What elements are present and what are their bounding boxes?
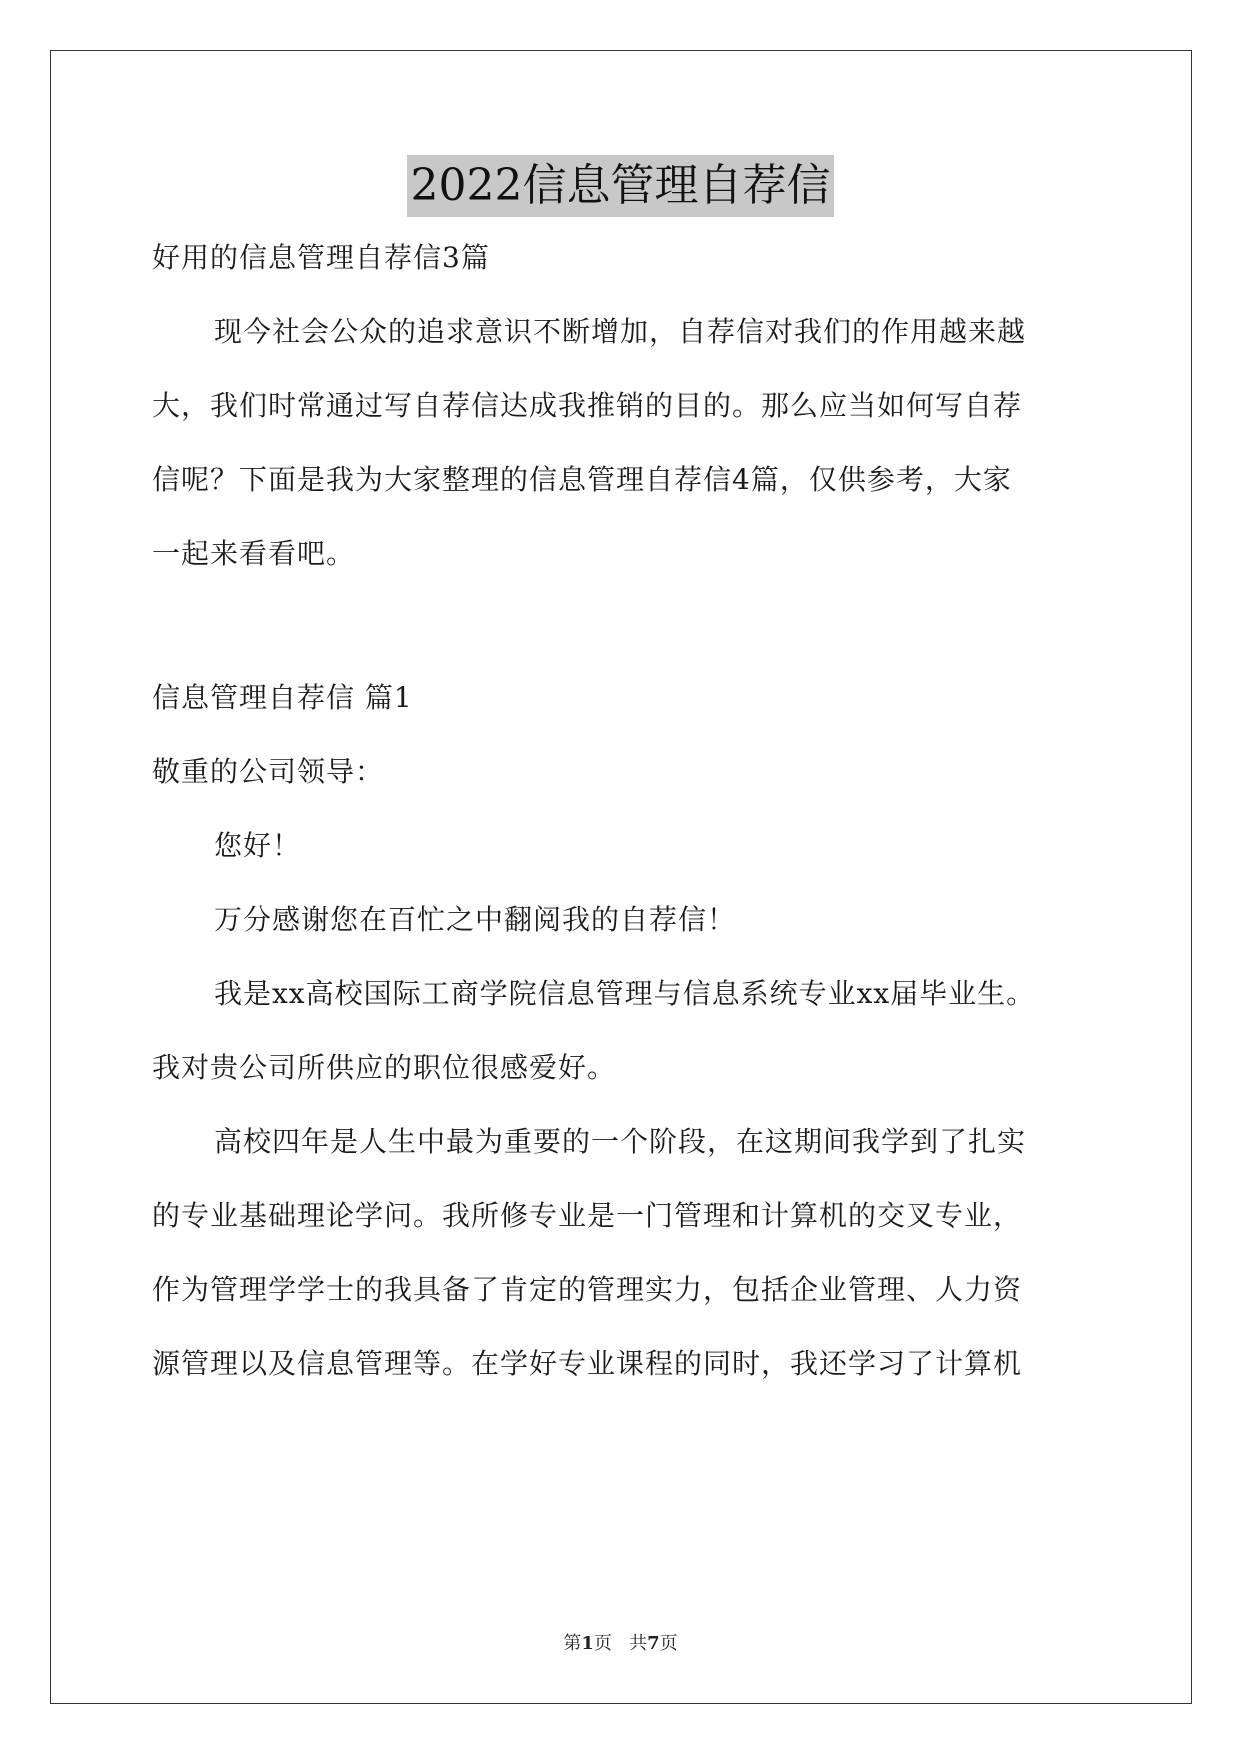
paragraph-line: 一起来看看吧。 — [152, 537, 356, 570]
salutation: 敬重的公司领导： — [152, 755, 385, 788]
paragraph-line: 信呢？下面是我为大家整理的信息管理自荐信4篇，仅供参考，大家 — [152, 463, 1012, 496]
paragraph-line: 高校四年是人生中最为重要的一个阶段，在这期间我学到了扎实 — [214, 1125, 1027, 1158]
document-title: 2022信息管理自荐信 — [407, 155, 835, 217]
total-suffix: 页 — [659, 1633, 678, 1654]
title-container — [0, 155, 1241, 217]
page-total: 7 — [647, 1633, 660, 1654]
paragraph-line: 源管理以及信息管理等。在学好专业课程的同时，我还学习了计算机 — [152, 1347, 1023, 1380]
paragraph-line: 我是xx高校国际工商学院信息管理与信息系统专业xx届毕业生。 — [214, 977, 1036, 1010]
paragraph-line: 大，我们时常通过写自荐信达成我推销的目的。那么应当如何写自荐 — [152, 389, 1023, 422]
greeting: 您好！ — [214, 829, 302, 862]
paragraph-line: 的专业基础理论学问。我所修专业是一门管理和计算机的交叉专业， — [152, 1199, 1023, 1232]
paragraph-line: 作为管理学学士的我具备了肯定的管理实力，包括企业管理、人力资 — [152, 1273, 1023, 1306]
page-footer — [0, 1632, 1241, 1656]
total-prefix: 共 — [629, 1633, 648, 1654]
section-heading: 信息管理自荐信 篇1 — [152, 681, 413, 714]
paragraph-line: 现今社会公众的追求意识不断增加，自荐信对我们的作用越来越 — [214, 315, 1027, 348]
page-suffix: 页 — [593, 1633, 612, 1654]
subtitle-line: 好用的信息管理自荐信3篇 — [152, 241, 490, 274]
page-prefix: 第 — [563, 1633, 582, 1654]
page-current: 1 — [581, 1633, 594, 1654]
paragraph-line: 万分感谢您在百忙之中翻阅我的自荐信！ — [214, 903, 737, 936]
page-frame — [50, 50, 1192, 1704]
paragraph-line: 我对贵公司所供应的职位很感爱好。 — [152, 1051, 617, 1084]
